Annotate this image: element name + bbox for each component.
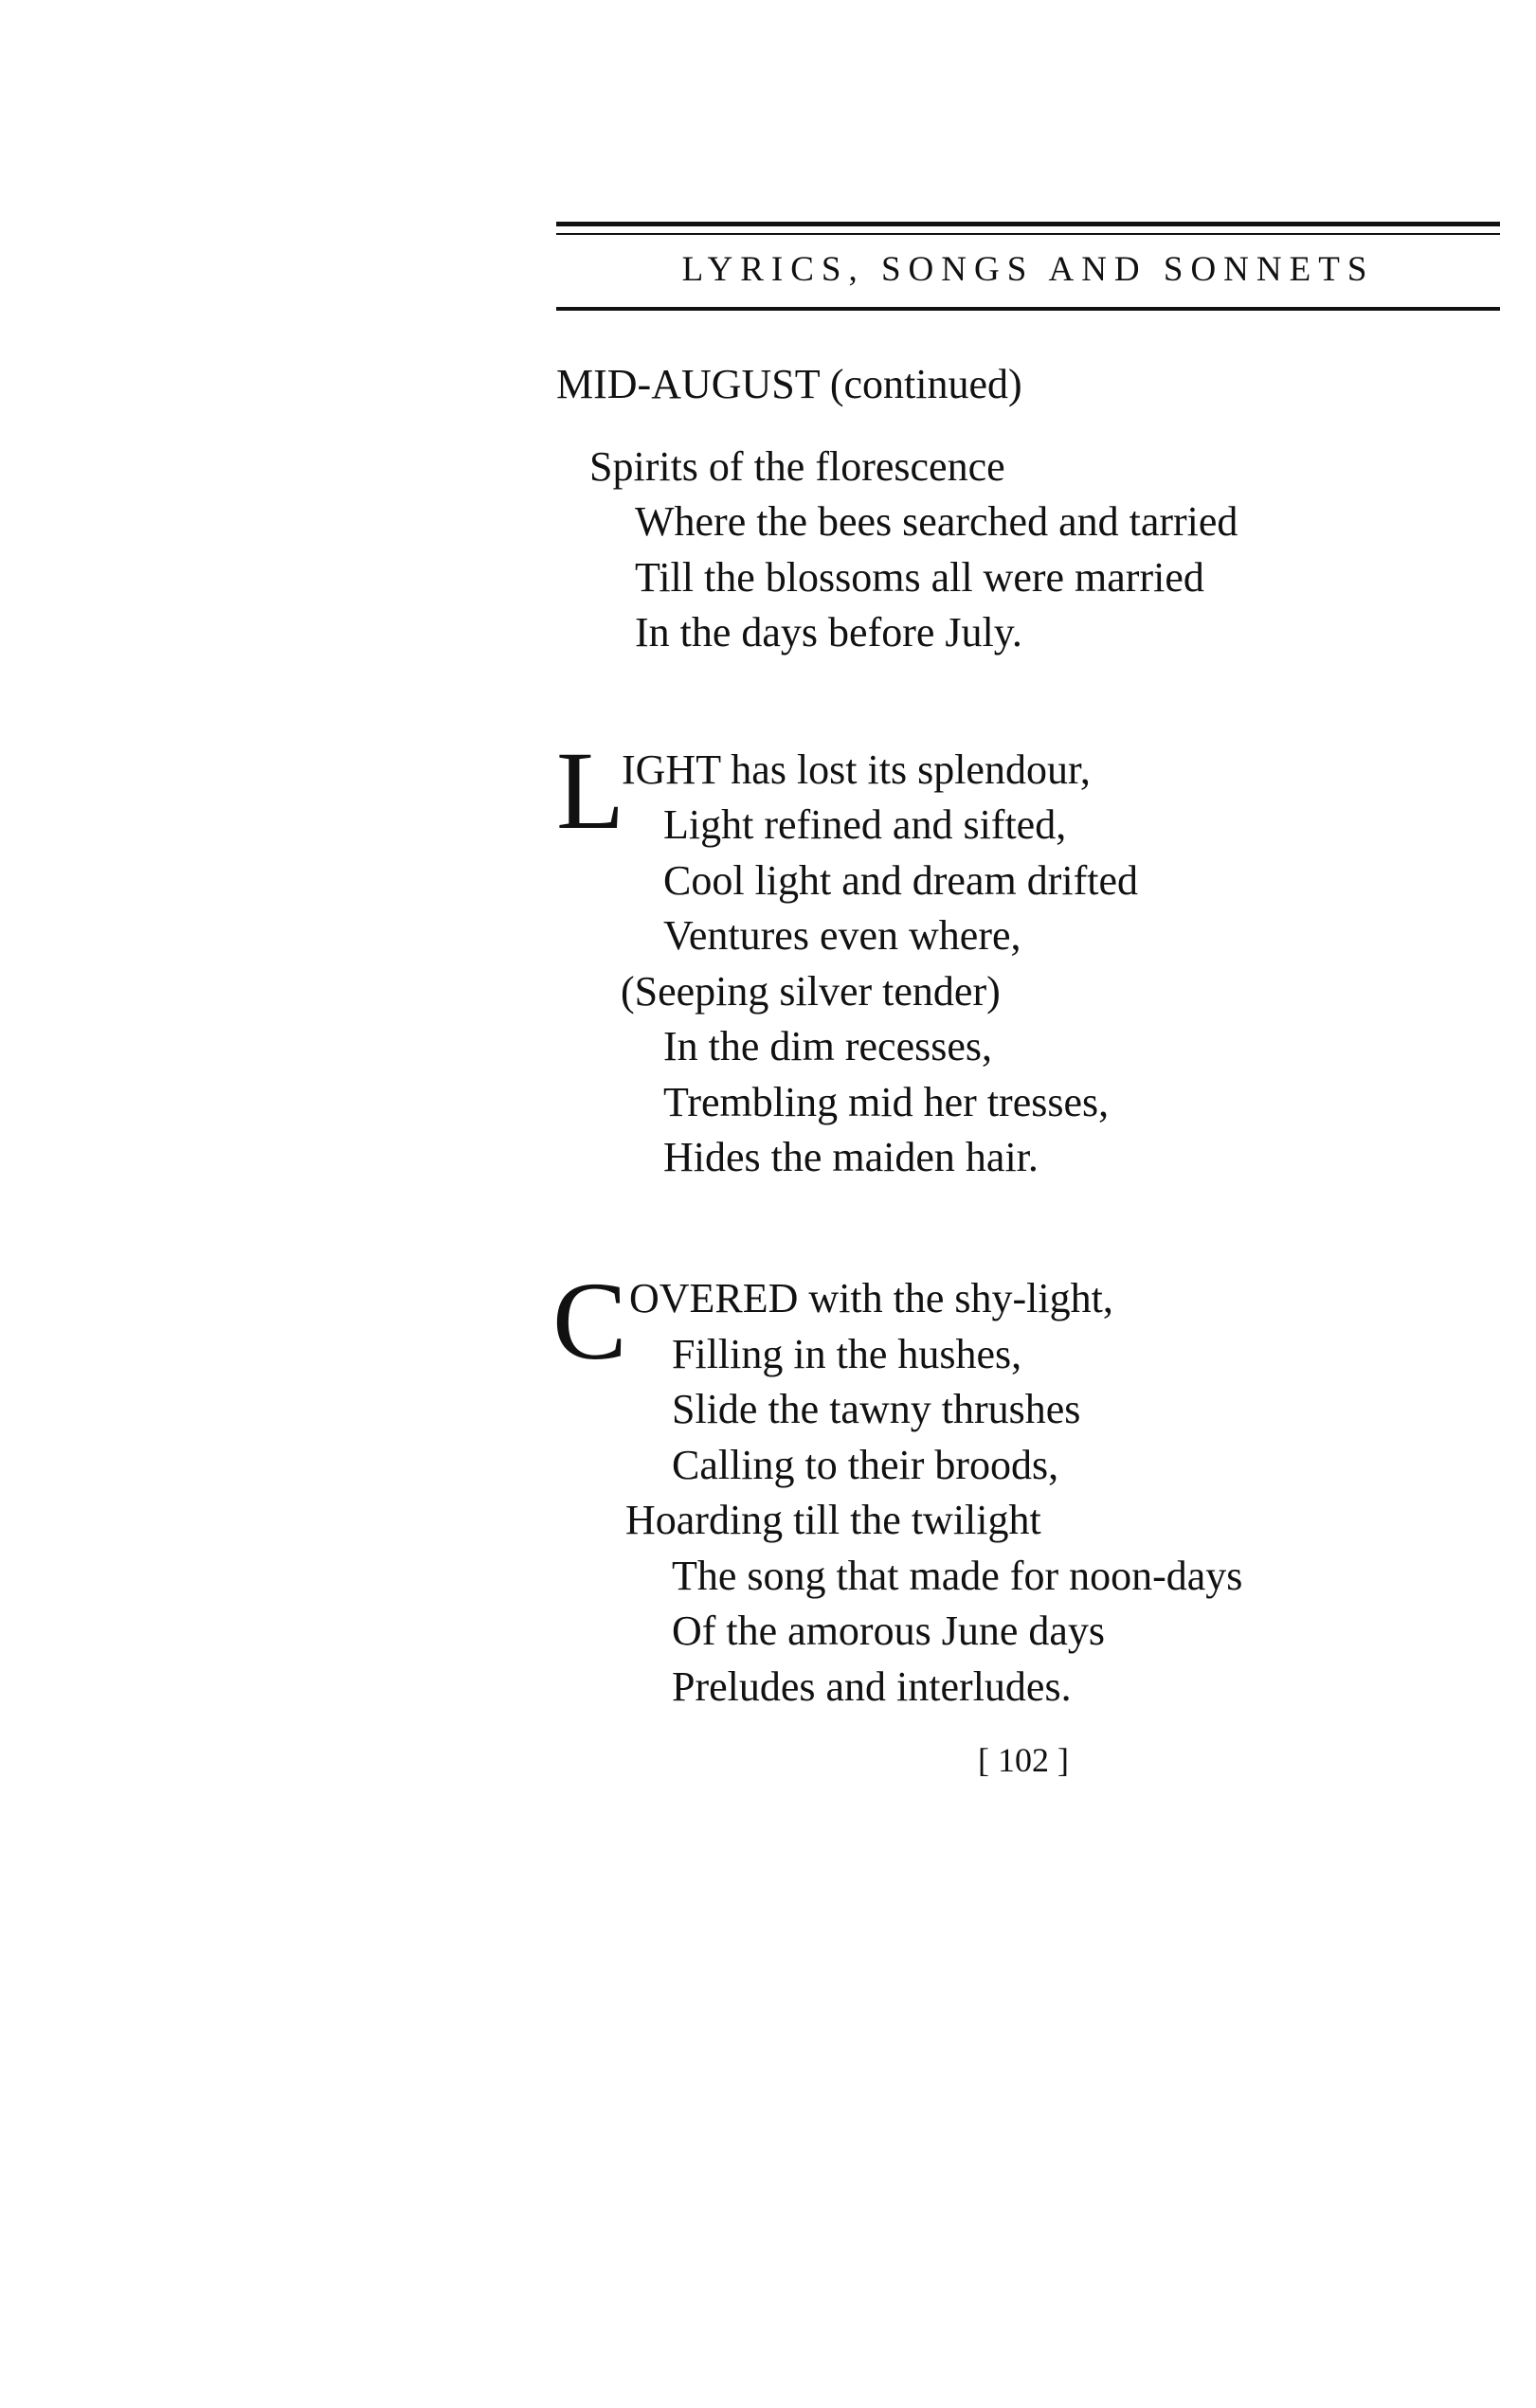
- stanza-3-line-1: OVERED with the shy-light,: [629, 1275, 1113, 1321]
- stanza-3-line-5: Hoarding till the twilight: [625, 1497, 1041, 1543]
- stanza-2-line-1: IGHT has lost its splendour,: [622, 746, 1091, 793]
- stanza-1-line-3: Till the blossoms all were married: [635, 554, 1204, 601]
- stanza-2-line-3: Cool light and dream drifted: [663, 857, 1138, 904]
- stanza-3-line-7: Of the amorous June days: [672, 1608, 1106, 1654]
- stanza-2-line-7: Trembling mid her tresses,: [663, 1079, 1110, 1125]
- stanza-3-line-4: Calling to their broods,: [672, 1442, 1059, 1488]
- stanza-2-line-8: Hides the maiden hair.: [663, 1134, 1039, 1180]
- stanza-3-line-8: Preludes and interludes.: [672, 1663, 1072, 1710]
- stanza-1-line-2: Where the bees searched and tarried: [635, 498, 1238, 545]
- stanza-2-line-5: (Seeping silver tender): [621, 968, 1001, 1015]
- stanza-2-line-2: Light refined and sifted,: [663, 801, 1067, 848]
- running-header: LYRICS, SONGS AND SONNETS: [681, 250, 1375, 289]
- section-title: MID-AUGUST (continued): [556, 361, 1022, 407]
- page-number: [ 102 ]: [978, 1741, 1069, 1779]
- header-rule-thin: [556, 233, 1500, 235]
- header-rule-bottom: [556, 307, 1500, 311]
- stanza-3-line-3: Slide the tawny thrushes: [672, 1386, 1081, 1432]
- header-rule-thick: [556, 222, 1500, 226]
- stanza-2-line-4: Ventures even where,: [663, 912, 1021, 959]
- stanza-2-line-6: In the dim recesses,: [663, 1023, 992, 1069]
- drop-cap-l: L: [556, 728, 625, 853]
- stanza-3-line-2: Filling in the hushes,: [672, 1331, 1022, 1377]
- stanza-1-line-4: In the days before July.: [635, 609, 1022, 656]
- stanza-1-line-1: Spirits of the florescence: [589, 443, 1005, 490]
- stanza-3-line-6: The song that made for noon-days: [672, 1553, 1243, 1599]
- drop-cap-c: C: [552, 1259, 627, 1383]
